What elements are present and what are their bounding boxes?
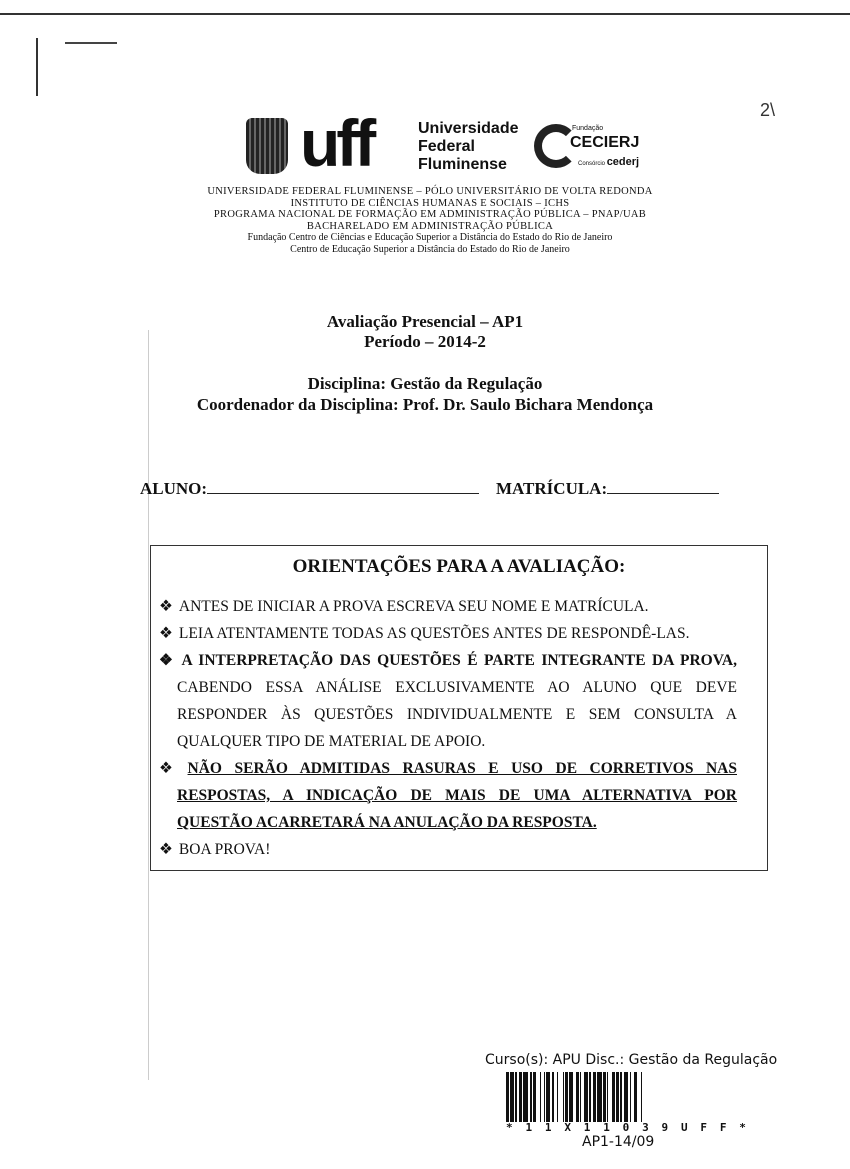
instructions-box	[150, 545, 768, 871]
instructions-title: ORIENTAÇÕES PARA A AVALIAÇÃO:	[292, 556, 626, 577]
cecierj-logo-text: CECIERJ	[570, 134, 640, 151]
barcode	[506, 1072, 746, 1122]
barcode-digit: 1	[583, 1121, 591, 1134]
barcode-digit: U	[680, 1121, 688, 1134]
instruction-item: ❖ BOA PROVA!	[159, 841, 271, 858]
instruction-item: ❖ A INTERPRETAÇÃO DAS QUESTÕES É PARTE INTEGRANTE DA PROVA,	[159, 652, 737, 669]
header-line: PROGRAMA NACIONAL DE FORMAÇÃO EM ADMINISTRAÇÃO PÚBLICA – PNAP/UAB	[213, 209, 647, 220]
barcode-digit: 1	[525, 1121, 533, 1134]
barcode-digits	[506, 1121, 746, 1134]
barcode-digit: *	[506, 1121, 513, 1134]
barcode-digit: *	[739, 1121, 746, 1134]
instruction-line: QUALQUER TIPO DE MATERIAL DE APOIO.	[177, 733, 486, 750]
header-line: UNIVERSIDADE FEDERAL FLUMINENSE – PÓLO UNIVERSITÁRIO DE VOLTA REDONDA	[207, 186, 653, 197]
registration-field[interactable]: MATRÍCULA:	[496, 478, 719, 499]
header-line: Fundação Centro de Ciências e Educação Superior a Distância do Estado do Rio de Janeiro	[247, 232, 613, 243]
barcode-bar	[642, 1072, 643, 1122]
barcode-digit: 1	[603, 1121, 610, 1134]
cecierj-top-text: Fundação	[572, 125, 604, 132]
coat-of-arms-logo	[246, 118, 288, 174]
header-line: BACHARELADO EM ADMINISTRAÇÃO PÚBLICA	[306, 220, 554, 232]
barcode-digit: F	[719, 1121, 727, 1134]
barcode-digit: 0	[622, 1121, 630, 1134]
scan-mark	[36, 38, 38, 96]
barcode-digit: X	[564, 1121, 571, 1134]
logo-line: Federal	[418, 138, 475, 155]
institution-header	[120, 186, 740, 255]
logo-line: Universidade	[418, 120, 519, 137]
instruction-line: QUESTÃO ACARRETARÁ NA ANULAÇÃO DA RESPOSTA.	[177, 814, 597, 831]
page-number-handwritten: 2\	[760, 100, 776, 120]
instruction-line: RESPOSTAS, A INDICAÇÃO DE MAIS DE UMA ALTERNATIVA POR	[177, 787, 737, 804]
course-label: Curso(s): APU Disc.: Gestão da Regulação	[485, 1052, 778, 1068]
uff-logo: uff	[300, 106, 373, 180]
cederj-logo-text: Consórcio cederj	[578, 156, 640, 168]
header-line: Centro de Educação Superior a Distância do Estado do Rio de Janeiro	[290, 243, 570, 255]
exam-period: Período – 2014-2	[364, 332, 486, 351]
instruction-line: CABENDO ESSA ANÁLISE EXCLUSIVAMENTE AO ALUNO QUE DEVE	[177, 679, 737, 696]
barcode-digit: 1	[544, 1121, 552, 1134]
university-name-logo	[418, 120, 518, 174]
instruction-item: ❖ NÃO SERÃO ADMITIDAS RASURAS E USO DE CORRETIVOS NAS	[159, 760, 737, 777]
header-line: INSTITUTO DE CIÊNCIAS HUMANAS E SOCIAIS – ICHS	[290, 197, 570, 209]
barcode-digit: 9	[661, 1121, 669, 1134]
scan-artifact-line	[148, 330, 149, 1080]
coordinator: Coordenador da Disciplina: Prof. Dr. Saulo Bichara Mendonça	[196, 395, 654, 414]
logo-line: Fluminense	[418, 156, 507, 173]
page-border-line	[0, 13, 850, 15]
exam-code: AP1-14/09	[582, 1134, 655, 1150]
instruction-line: RESPONDER ÀS QUESTÕES INDIVIDUALMENTE E SEM CONSULTA A	[177, 706, 737, 723]
instruction-item: ❖ ANTES DE INICIAR A PROVA ESCREVA SEU NOME E MATRÍCULA.	[159, 598, 649, 615]
scan-mark	[65, 42, 117, 44]
discipline: Disciplina: Gestão da Regulação	[307, 374, 543, 393]
student-field[interactable]: ALUNO:	[140, 478, 479, 499]
barcode-digit: 3	[642, 1121, 649, 1134]
exam-title: Avaliação Presencial – AP1	[326, 312, 524, 331]
instruction-item: ❖ LEIA ATENTAMENTE TODAS AS QUESTÕES ANTES DE RESPONDÊ-LAS.	[159, 625, 690, 642]
barcode-digit: F	[700, 1121, 707, 1134]
